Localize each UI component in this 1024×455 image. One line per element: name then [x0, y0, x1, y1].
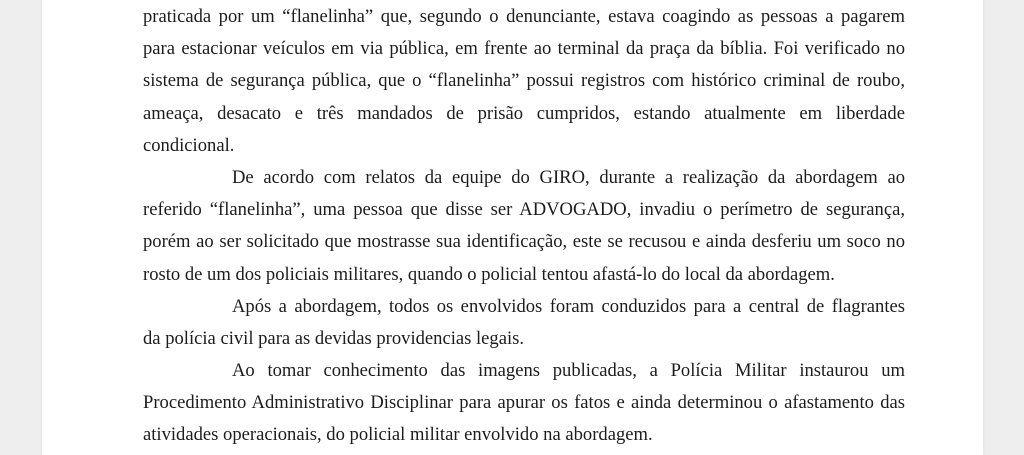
- text-line: rosto de um dos policiais militares, quando o policial tentou afastá-lo do local da abordagem.: [143, 263, 835, 285]
- text-line: Ao tomar conhecimento das imagens publicadas, a Polícia Militar instaurou um: [232, 360, 905, 382]
- text-line: referido “flanelinha”, uma pessoa que disse ser ADVOGADO, invadiu o perímetro de segurança,: [143, 199, 905, 221]
- text-line: atividades operacionais, do policial militar envolvido na abordagem.: [143, 424, 653, 446]
- text-line: da polícia civil para as devidas providencias legais.: [143, 327, 525, 349]
- text-line: Após a abordagem, todos os envolvidos foram conduzidos para a central de flagrantes: [232, 295, 905, 317]
- paragraph-1: [143, 1, 905, 162]
- paragraph-4: [143, 355, 905, 452]
- text-line: ameaça, desacato e três mandados de prisão cumpridos, estando atualmente em liberdade: [143, 102, 905, 124]
- text-line: condicional.: [143, 134, 235, 156]
- paragraph-3: [143, 291, 905, 355]
- document-body: [143, 0, 905, 452]
- text-line: De acordo com relatos da equipe do GIRO, durante a realização da abordagem ao: [232, 166, 905, 188]
- text-line: sistema de segurança pública, que o “flanelinha” possui registros com histórico criminal de roubo,: [143, 70, 905, 92]
- text-line: praticada por um “flanelinha” que, segundo o denunciante, estava coagindo as pessoas a pagarem: [143, 6, 905, 27]
- text-line: porém ao ser solicitado que mostrasse sua identificação, este se recusou e ainda desferiu um soco no: [143, 231, 905, 253]
- text-line: Procedimento Administrativo Disciplinar para apurar os fatos e ainda determinou o afastamento das: [143, 392, 905, 414]
- document-page: [42, 0, 983, 455]
- text-line: para estacionar veículos em via pública, em frente ao terminal da praça da bíblia. Foi verificado no: [143, 38, 905, 60]
- paragraph-2: [143, 162, 905, 291]
